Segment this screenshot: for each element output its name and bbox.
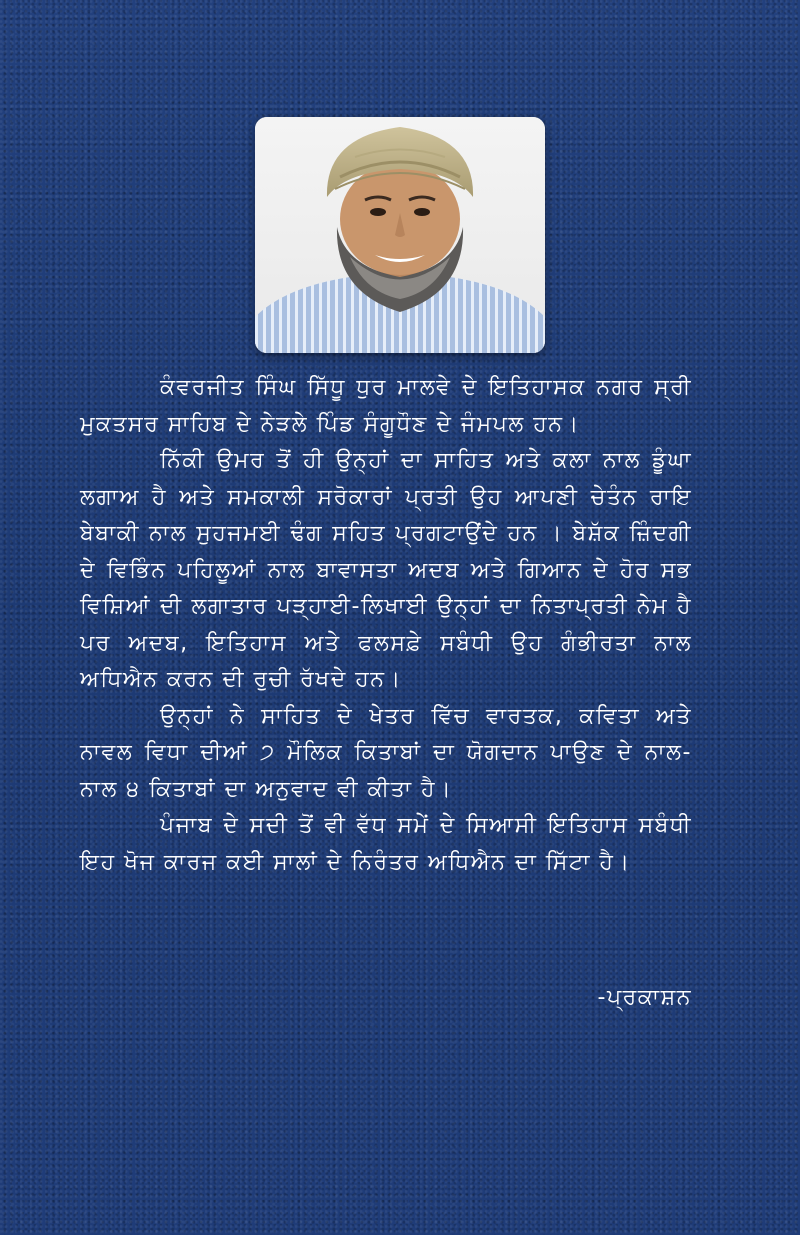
publisher-signature: -ਪ੍ਰਕਾਸ਼ਨ: [597, 985, 692, 1010]
bio-paragraph-3: ਉਨ੍ਹਾਂ ਨੇ ਸਾਹਿਤ ਦੇ ਖੇਤਰ ਵਿੱਚ ਵਾਰਤਕ, ਕਵਿਤਾ ਅਤੇ ਨਾਵਲ ਵਿਧਾ ਦੀਆਂ ੭ ਮੌਲਿਕ ਕਿਤਾਬਾਂ ਦਾ ਯੋਗਦਾਨ ਪਾਉਣ ਦੇ ਨਾਲ-ਨਾਲ ੪ ਕਿਤਾਬਾਂ ਦਾ ਅਨੁਵਾਦ ਵੀ ਕੀਤਾ ਹੈ।: [80, 703, 692, 802]
author-portrait-image: [255, 117, 545, 353]
bio-paragraph-1: ਕੰਵਰਜੀਤ ਸਿੰਘ ਸਿੱਧੂ ਧੁਰ ਮਾਲਵੇ ਦੇ ਇਤਿਹਾਸਕ ਨਗਰ ਸ੍ਰੀ ਮੁਕਤਸਰ ਸਾਹਿਬ ਦੇ ਨੇੜਲੇ ਪਿੰਡ ਸੰਗੂਧੌਣ ਦੇ ਜੰਮਪਲ ਹਨ।: [80, 375, 692, 437]
author-bio: [80, 370, 692, 881]
bio-paragraph-4: ਪੰਜਾਬ ਦੇ ਸਦੀ ਤੋਂ ਵੀ ਵੱਧ ਸਮੇਂ ਦੇ ਸਿਆਸੀ ਇਤਿਹਾਸ ਸਬੰਧੀ ਇਹ ਖੋਜ ਕਾਰਜ ਕਈ ਸਾਲਾਂ ਦੇ ਨਿਰੰਤਰ ਅਧਿਐਨ ਦਾ ਸਿੱਟਾ ਹੈ।: [80, 813, 692, 875]
author-photo: [255, 117, 545, 353]
bio-paragraph-2: ਨਿੱਕੀ ਉਮਰ ਤੋਂ ਹੀ ਉਨ੍ਹਾਂ ਦਾ ਸਾਹਿਤ ਅਤੇ ਕਲਾ ਨਾਲ ਡੂੰਘਾ ਲਗਾਅ ਹੈ ਅਤੇ ਸਮਕਾਲੀ ਸਰੋਕਾਰਾਂ ਪ੍ਰਤੀ ਉਹ ਆਪਣੀ ਚੇਤੰਨ ਰਾਇ ਬੇਬਾਕੀ ਨਾਲ ਸੁਹਜਮਈ ਢੰਗ ਸਹਿਤ ਪ੍ਰਗਟਾਉਂਦੇ ਹਨ । ਬੇਸ਼ੱਕ ਜ਼ਿੰਦਗੀ ਦੇ ਵਿਭਿੰਨ ਪਹਿਲੂਆਂ ਨਾਲ ਬਾਵਾਸਤਾ ਅਦਬ ਅਤੇ ਗਿਆਨ ਦੇ ਹੋਰ ਸਭ ਵਿਸ਼ਿਆਂ ਦੀ ਲਗਾਤਾਰ ਪੜ੍ਹਾਈ-ਲਿਖਾਈ ਉਨ੍ਹਾਂ ਦਾ ਨਿਤਾਪ੍ਰਤੀ ਨੇਮ ਹੈ ਪਰ ਅਦਬ, ਇਤਿਹਾਸ ਅਤੇ ਫਲਸਫ਼ੇ ਸਬੰਧੀ ਉਹ ਗੰਭੀਰਤਾ ਨਾਲ ਅਧਿਐਨ ਕਰਨ ਦੀ ਰੁਚੀ ਰੱਖਦੇ ਹਨ।: [80, 448, 692, 692]
